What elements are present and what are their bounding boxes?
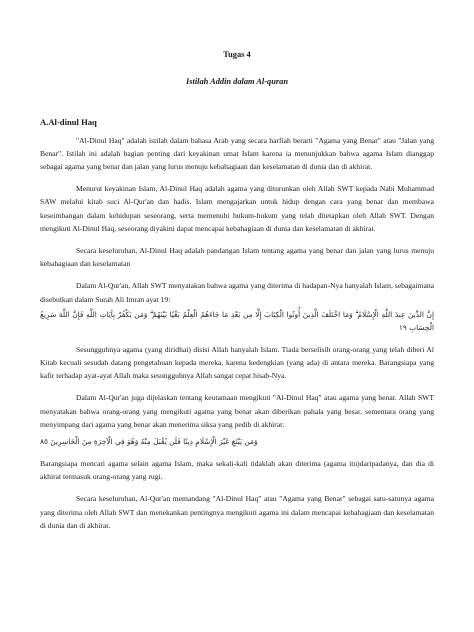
document-subtitle: Istilah Addin dalam Al-quran (185, 77, 288, 87)
arabic-verse-ali-imran-19: إِنَّ الدِّينَ عِندَ اللَّهِ الْإِسْلَامُ ۗ وَمَا اخْتَلَفَ الَّذِينَ أُوتُوا الْكِتَابَ إِلَّا مِن بَعْدِ مَا جَاءَهُمُ الْعِلْمُ بَغْيًا بَيْنَهُمْ ۗ وَمَن يَكْفُرْ بِآيَاتِ اللَّهِ فَإِنَّ اللَّهَ سَرِيعُ الْحِسَابِ ١٩ (40, 309, 434, 332)
paragraph-translation-2: Barangsiapa mencari agama selain agama Islam, maka sekali-kali tidaklah akan diterima (agama itu)daripadanya, dan dia di akhirat termasuk orang-orang yang rugi. (40, 459, 434, 482)
paragraph-definition: "Al-Dinul Haq" adalah istilah dalam bahasa Arab yang secara harfiah berarti "Agama yang Benar" atau "Jalan yang Benar". Istilah ini adalah bagian penting dari keyakinan umat Islam karena ia menunjukkan bahwa agama Islam dianggap sebagai agama yang benar dan jalan yang lurus menuju kebahagiaan dan keselamatan di dunia dan di akhirat. (40, 135, 434, 172)
section-heading: A.Al-dinul Haq (40, 117, 97, 128)
document-title: Tugas 4 (223, 50, 251, 59)
paragraph-summary-1: Secara keseluruhan, Al-Dinul Haq adalah pandangan Islam tentang agama yang benar dan jalan yang lurus menuju kebahagiaan dan keselamatan (40, 246, 434, 269)
paragraph-belief: Menurut keyakinan Islam, Al-Dinul Haq adalah agama yang diturunkan oleh Allah SWT kepada Nabi Muhammad SAW melalui kitab suci Al-Qur'an dan hadis. Islam mengajarkan untuk hidup dengan cara yang benar dan membawa keseimbangan dalam kehidupan seseorang, serta memenuhi hukum-hukum yang telah ditetapkan oleh Allah SWT. Dengan mengikuti Al-Dinul Haq, seseorang diyakini dapat mencapai kebahagiaan di dunia dan keselamatan di akhirat. (40, 184, 434, 233)
arabic-verse-85: وَمَن يَبْتَغِ غَيْرَ الْإِسْلَامِ دِينًا فَلَن يُقْبَلَ مِنْهُ وَهُوَ فِي الْآخِرَةِ مِنَ الْخَاسِرِينَ ٨٥ (40, 437, 258, 447)
paragraph-translation-1: Sesungguhnya agama (yang diridhai) disisi Allah hanyalah Islam. Tiada berselisih orang-orang yang telah diberi Al Kitab kecuali sesudah datang pengetahuan kepada mereka, karena kedengkian (yang ada) di antara mereka. Barangsiapa yang kafir terhadap ayat-ayat Allah maka sesungguhnya Allah sangat cepat hisab-Nya. (40, 344, 434, 381)
paragraph-quran-intro: Dalam Al-Qur'an, Allah SWT menyatakan bahwa agama yang diterima di hadapan-Nya hanyalah Islam, sebagaimana disebutkan dalam Surah Ali Imran ayat 19: (40, 281, 434, 304)
paragraph-conclusion: Secara keseluruhan, Al-Qur'an memandang "Al-Dinul Haq" atau "Agama yang Benar" sebagai satu-satunya agama yang diterima oleh Allah SWT dan menekankan pentingnya mengikuti agama ini dalam mencapai kebahagiaan dan keselamatan di dunia dan di akhirat. (40, 494, 434, 530)
paragraph-virtue: Dalam Al-Qur'an juga dijelaskan tentang keutamaan mengikuti "Al-Dinul Haq" atau agama yang benar. Allah SWT menyatakan bahwa orang-orang yang mengikuti agama yang benar akan diberikan pahala yang besar, sementara orang yang menyimpang dari agama yang benar akan menerima siksa yang pedih di akhirat: (40, 393, 434, 429)
